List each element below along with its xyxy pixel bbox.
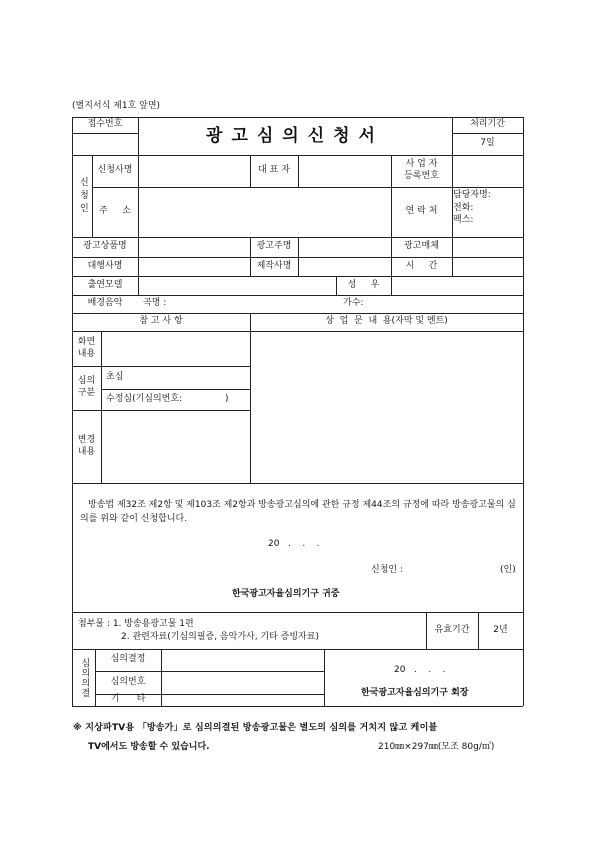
screen-content-label: 화면 내용 xyxy=(77,336,96,359)
applicant-label: 신청인 xyxy=(77,176,88,216)
first-review-option: 초심 xyxy=(106,371,124,382)
seal-mark: (인) xyxy=(500,565,516,576)
processing-period-label: 처리기간 xyxy=(470,119,505,130)
agency-label: 대행사명 xyxy=(87,260,123,271)
validity-label: 유효기간 xyxy=(434,624,470,635)
processing-period-value: 7일 xyxy=(480,138,495,149)
review-type-label: 심의 구분 xyxy=(77,376,96,398)
attachments-line-1: 첨부물 : 1. 방송용광고물 1편 xyxy=(78,618,194,629)
form-number-note: (별지서식 제1호 앞면) xyxy=(72,101,161,112)
footnote-line-2: TV에서도 방송할 수 있습니다. xyxy=(88,742,210,753)
receipt-no-label: 접수번호 xyxy=(87,119,123,130)
contact-label: 연 락 처 xyxy=(405,206,438,217)
applicant-sign-label: 신청인 : xyxy=(371,565,403,576)
addressee: 한국광고자율심의기구 귀중 xyxy=(232,589,340,600)
script-header: 상 업 문 내 용(자막 및 멘트) xyxy=(325,316,448,327)
model-label: 출연모델 xyxy=(87,279,123,290)
representative-label: 대 표 자 xyxy=(258,165,290,176)
other-label: 기 타 xyxy=(110,694,146,705)
application-date: 20 . . . xyxy=(268,539,320,550)
advertiser-label: 광고주명 xyxy=(256,241,292,252)
duration-label: 시 간 xyxy=(405,260,438,271)
footnote-line-1: ※ 지상파TV용 「방송가」로 심의의결된 방송광고물은 별도의 심의를 거치지 않고 케이블 xyxy=(73,723,438,734)
song-label: 곡명 : xyxy=(143,298,167,309)
applicant-company-label: 신청사명 xyxy=(97,165,133,176)
form-title: 광고심의신청서 xyxy=(206,125,384,146)
review-decision-label: 심의결정 xyxy=(110,654,146,665)
attachments-line-2: 2. 관련자료(기심의필증, 음악가사, 기타 증빙자료) xyxy=(121,631,319,642)
contact-fields: 담당자명: 전화: 팩스: xyxy=(453,190,491,226)
application-statement: 방송법 제32조 제2항 및 제103조 제2항과 방송광고심의에 관한 규정 제44조의 규정에 따라 방송광고물의 심의를 위와 같이 신청합니다. xyxy=(80,500,516,525)
chairman-signature: 한국광고자율심의기구 회장 xyxy=(361,688,469,699)
validity-value: 2년 xyxy=(493,624,508,635)
producer-label: 제작사명 xyxy=(256,260,292,271)
address-label: 주 소 xyxy=(99,206,131,217)
paper-spec: 210㎜×297㎜(모조 80g/㎡) xyxy=(378,742,495,753)
media-label: 광고매체 xyxy=(404,241,439,252)
singer-label: 가수: xyxy=(343,298,364,309)
bgm-label: 배경음악 xyxy=(87,298,123,309)
business-reg-label: 사 업 자 등록번호 xyxy=(404,159,439,181)
voice-actor-label: 성 우 xyxy=(347,279,380,290)
product-name-label: 광고상품명 xyxy=(83,241,127,252)
change-content-label: 변경 내용 xyxy=(77,434,96,457)
result-date: 20 . . . xyxy=(394,664,446,675)
review-number-label: 심의번호 xyxy=(110,676,146,687)
revised-review-option: 수정심(기심의번호: ) xyxy=(106,393,229,404)
reference-header: 참 고 사 항 xyxy=(139,316,183,327)
review-result-label: 심의의결 xyxy=(79,657,90,698)
